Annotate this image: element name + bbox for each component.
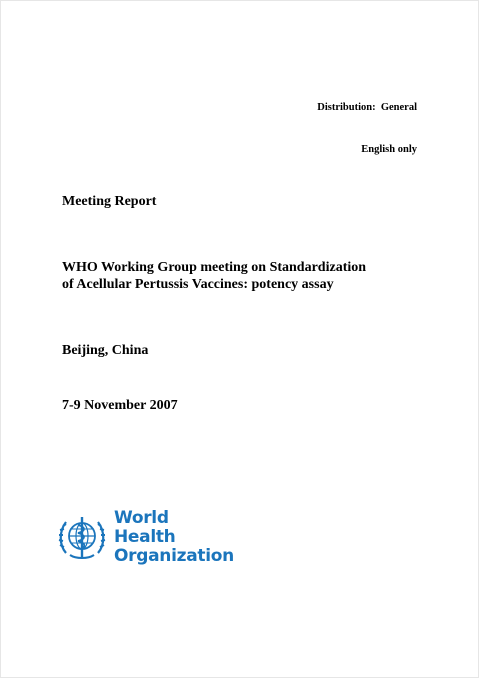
document-type: Meeting Report: [62, 194, 157, 209]
who-wordmark-line-1: World Health: [114, 507, 176, 547]
document-title: [62, 259, 366, 293]
meeting-dates: 7-9 November 2007: [62, 398, 178, 413]
title-line-1: WHO Working Group meeting on Standardization: [62, 260, 367, 275]
who-emblem-icon: [56, 511, 108, 563]
distribution-label: Distribution: General: [317, 102, 417, 113]
who-wordmark: [114, 509, 234, 566]
language-label: English only: [361, 144, 417, 155]
who-wordmark-line-2: Organization: [114, 545, 234, 566]
meeting-location: Beijing, China: [62, 343, 149, 358]
who-logo: [56, 507, 234, 566]
distribution-block: [317, 73, 417, 185]
title-line-2: of Acellular Pertussis Vaccines: potency assay: [62, 277, 334, 292]
